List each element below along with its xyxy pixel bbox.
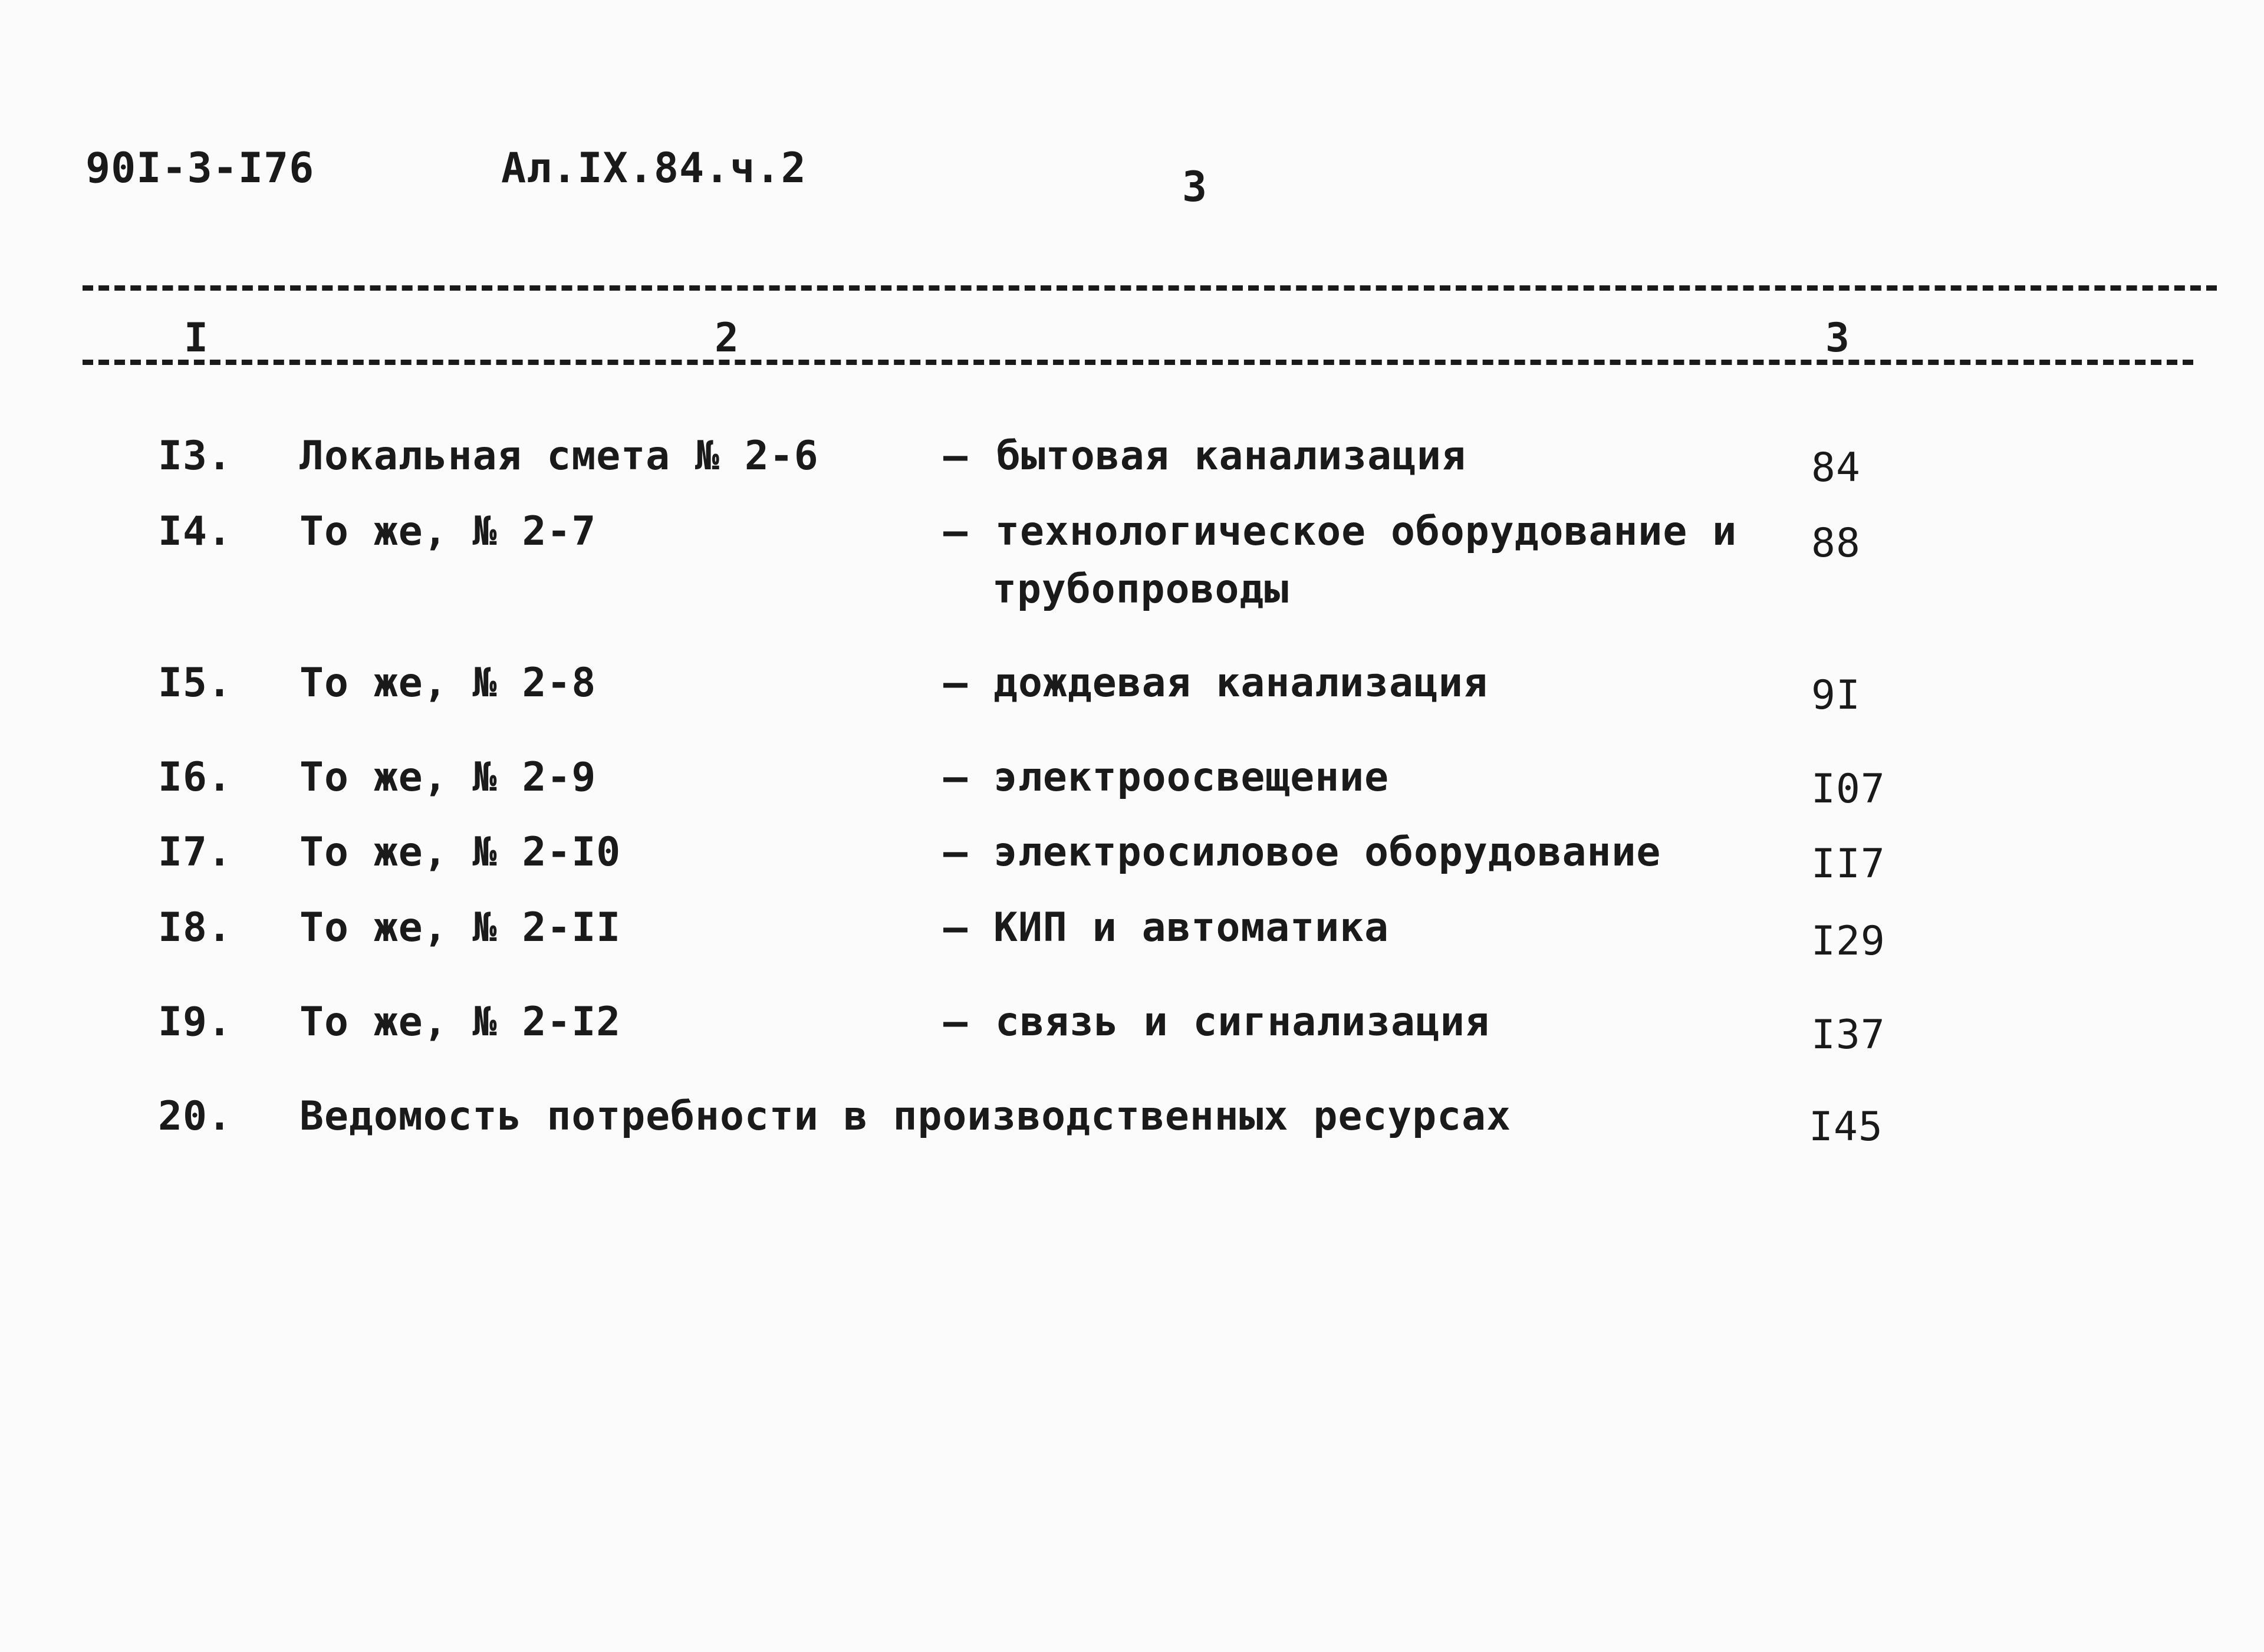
row-dash: – [943, 829, 968, 876]
row-number: I5. [158, 660, 232, 706]
row-description: электросиловое оборудование [993, 829, 1661, 876]
row-name: Локальная смета № 2-6 [300, 433, 819, 479]
row-name: То же, № 2-7 [300, 508, 597, 555]
row-description: бытовая канализация [996, 433, 1466, 479]
row-page: II7 [1811, 841, 1885, 887]
row-number: I8. [158, 904, 232, 951]
row-name: То же, № 2-8 [300, 660, 597, 706]
row-name: То же, № 2-I0 [300, 829, 621, 876]
row-number: 20. [158, 1093, 232, 1140]
row-description: электроосвещение [993, 754, 1390, 801]
row-dash: – [943, 754, 968, 801]
row-description: КИП и автоматика [993, 904, 1390, 951]
row-name: То же, № 2-II [300, 904, 621, 951]
table-top-rule [83, 285, 2217, 291]
row-number: I9. [158, 999, 232, 1045]
row-dash: – [943, 660, 968, 706]
row-dash: – [943, 904, 968, 951]
row-description: дождевая канализация [993, 660, 1488, 706]
row-description: технологическое оборудование и [995, 508, 1738, 555]
row-number: I6. [158, 754, 232, 801]
row-page: 88 [1811, 520, 1861, 567]
row-page: I29 [1811, 918, 1885, 965]
column-header-2: 2 [715, 315, 739, 361]
row-name: Ведомость потребности в производственных ресурсах [300, 1093, 1512, 1140]
document-code: 90I-3-I76 [85, 144, 315, 192]
album-reference: Ал.IX.84.ч.2 [501, 144, 807, 192]
row-dash: – [943, 433, 968, 479]
row-number: I3. [158, 433, 232, 479]
page-number: 3 [1182, 163, 1208, 211]
row-description-line2: трубопроводы [992, 566, 1289, 613]
row-page: I45 [1809, 1104, 1883, 1150]
row-page: 84 [1811, 445, 1861, 491]
row-dash: – [943, 999, 968, 1045]
row-page: I07 [1811, 766, 1885, 812]
column-header-3: 3 [1825, 315, 1850, 361]
row-number: I4. [158, 508, 232, 555]
row-dash: – [943, 508, 968, 555]
row-page: 9I [1811, 672, 1861, 719]
row-name: То же, № 2-9 [300, 754, 597, 801]
row-description: связь и сигнализация [995, 999, 1490, 1045]
row-page: I37 [1811, 1012, 1885, 1058]
table-header-rule [83, 360, 2193, 365]
column-header-1: I [184, 315, 208, 361]
row-number: I7. [158, 829, 232, 876]
row-name: То же, № 2-I2 [300, 999, 621, 1045]
